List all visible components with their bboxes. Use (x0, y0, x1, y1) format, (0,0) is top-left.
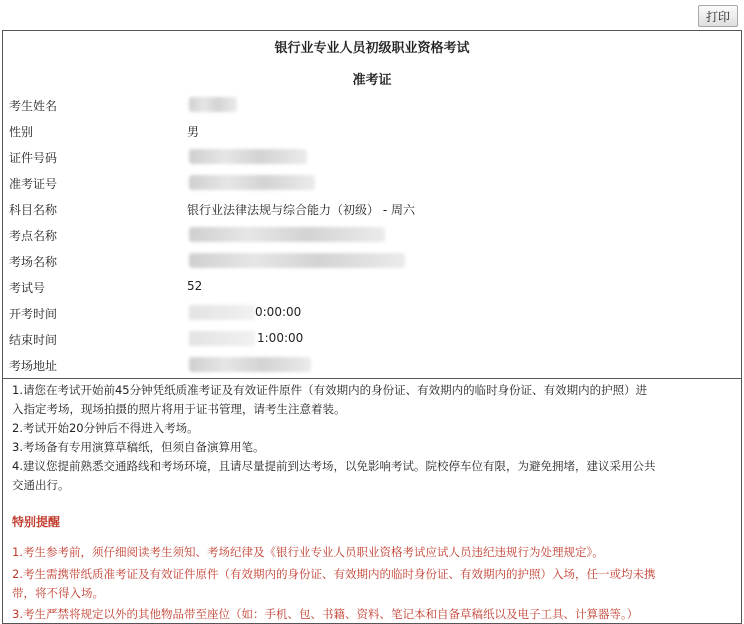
note-2: 2.考试开始20分钟后不得进入考场。 (12, 421, 199, 435)
exam-title: 银行业专业人员初级职业资格考试 (274, 41, 470, 56)
redacted-value (189, 253, 405, 268)
field-end-time (3, 325, 741, 351)
field-name (3, 91, 741, 117)
field-label: 考场名称 (9, 255, 58, 269)
special-1: 1.考生参考前，须仔细阅读考生须知、考场纪律及《银行业专业人员职业资格考试应试人员违纪违规行为处理规定》。 (12, 545, 604, 559)
redacted-value (189, 305, 255, 320)
field-label: 开考时间 (9, 307, 58, 321)
field-label: 考点名称 (9, 229, 58, 243)
redacted-value (189, 331, 255, 346)
field-value: 1:00:00 (257, 331, 304, 345)
field-id-number (3, 143, 741, 169)
field-start-time (3, 299, 741, 325)
field-label: 科目名称 (9, 203, 58, 217)
ticket-heading: 准考证 (352, 73, 392, 88)
field-value: 52 (187, 279, 203, 293)
field-label: 性别 (9, 125, 34, 139)
field-label: 考生姓名 (9, 99, 58, 113)
field-label: 结束时间 (9, 333, 58, 347)
note-1-line-2: 入指定考场，现场拍摄的照片将用于证书管理，请考生注意着装。 (12, 402, 346, 416)
field-ticket-number (3, 169, 741, 195)
field-address (3, 351, 741, 377)
field-value: 银行业法律法规与综合能力（初级） - 周六 (187, 203, 415, 217)
exam-notes (3, 378, 741, 624)
field-site-name (3, 221, 741, 247)
print-button[interactable]: 打印 (698, 5, 738, 27)
field-label: 考场地址 (9, 359, 58, 373)
special-reminder-title: 特别提醒 (12, 515, 61, 529)
special-3: 3.考生严禁将规定以外的其他物品带至座位（如：手机、包、书籍、资料、笔记本和自备草稿纸以及电子工具、计算器等。） (12, 607, 639, 621)
note-3: 3.考场备有专用演算草稿纸，但须自备演算用笔。 (12, 440, 265, 454)
field-value: 0:00:00 (255, 305, 302, 319)
candidate-info (3, 91, 741, 377)
note-4-line-2: 交通出行。 (12, 478, 70, 492)
field-gender (3, 117, 741, 143)
field-room-name (3, 247, 741, 273)
redacted-value (189, 227, 385, 242)
field-label: 准考证号 (9, 177, 58, 191)
field-value: 男 (187, 125, 200, 139)
admission-ticket (2, 30, 742, 624)
field-exam-no (3, 273, 741, 299)
field-label: 证件号码 (9, 151, 58, 165)
special-2-line-2: 带，将不得入场。 (12, 586, 104, 600)
special-2-line-1: 2.考生需携带纸质准考证及有效证件原件（有效期内的身份证、有效期内的临时身份证、有效期内的护照）入场，任一或均未携 (12, 567, 656, 581)
note-1-line-1: 1.请您在考试开始前45分钟凭纸质准考证及有效证件原件（有效期内的身份证、有效期内的临时身份证、有效期内的护照）进 (12, 383, 648, 397)
redacted-value (189, 175, 315, 190)
redacted-value (189, 97, 237, 112)
field-label: 考试号 (9, 281, 46, 295)
redacted-value (189, 357, 311, 372)
field-subject (3, 195, 741, 221)
redacted-value (189, 149, 307, 164)
note-4-line-1: 4.建议您提前熟悉交通路线和考场环境，且请尽量提前到达考场，以免影响考试。院校停车位有限，为避免拥堵，建议采用公共 (12, 459, 656, 473)
